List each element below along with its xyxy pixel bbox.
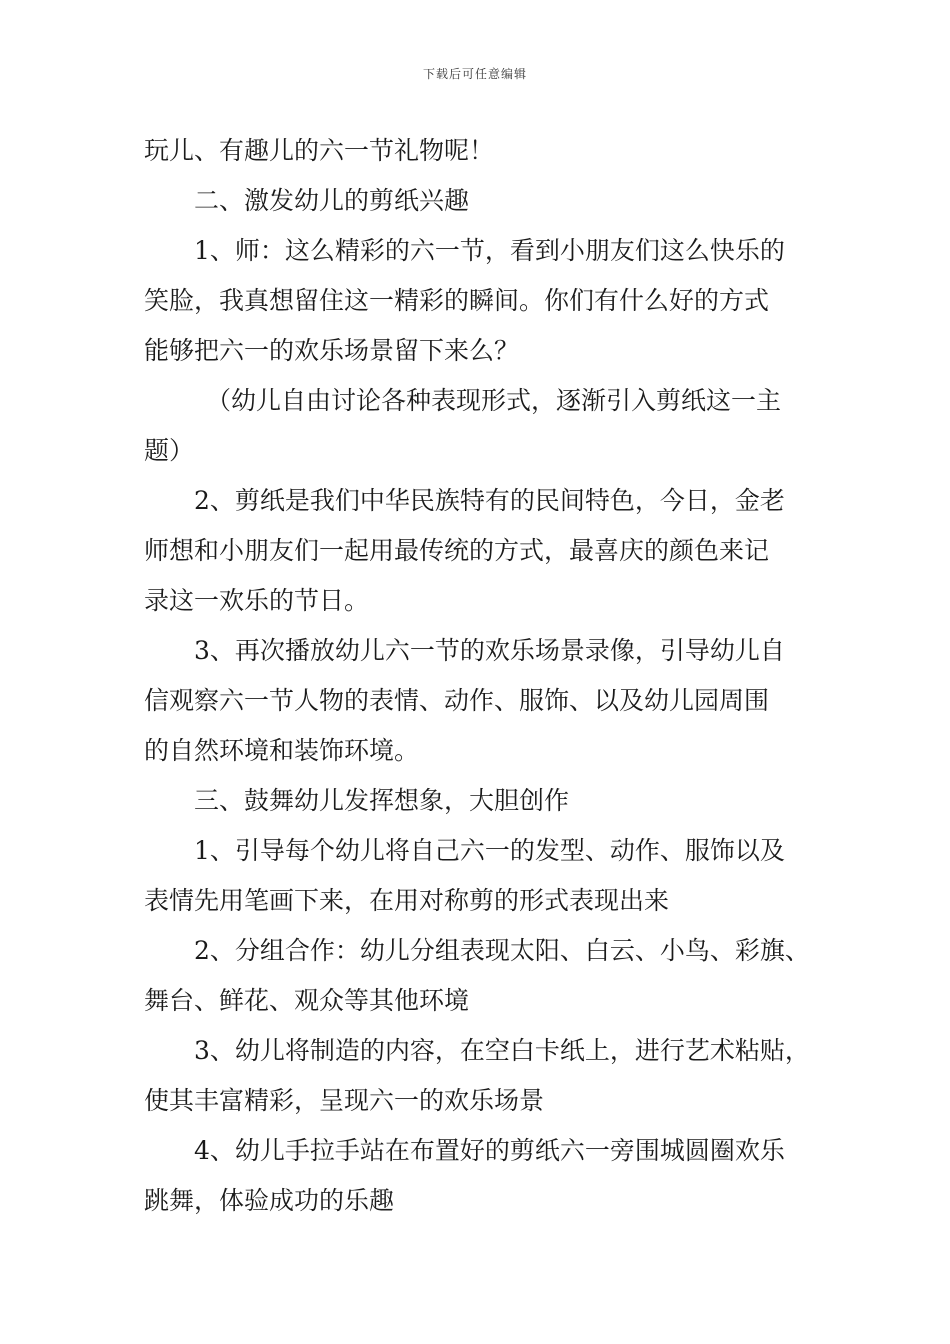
text-line: 1、引导每个幼儿将自己六一的发型、动作、服饰以及 — [194, 836, 785, 865]
text-line: 表情先用笔画下来，在用对称剪的形式表现出来 — [144, 886, 670, 915]
text-line: 3、再次播放幼儿六一节的欢乐场景录像，引导幼儿自 — [194, 636, 785, 665]
text-line: 能够把六一的欢乐场景留下来么？ — [144, 336, 520, 365]
text-line: 2、分组合作：幼儿分组表现太阳、白云、小鸟、彩旗、 — [194, 936, 810, 965]
text-line: （幼儿自由讨论各种表现形式，逐渐引入剪纸这一主 — [206, 386, 782, 415]
text-line: 3、幼儿将制造的内容，在空白卡纸上，进行艺术粘贴， — [194, 1036, 810, 1065]
document-body — [144, 126, 834, 1226]
text-line: 笑脸，我真想留住这一精彩的瞬间。你们有什么好的方式 — [144, 286, 770, 315]
text-line: 4、幼儿手拉手站在布置好的剪纸六一旁围城圆圈欢乐 — [194, 1136, 785, 1165]
page-header: 下载后可任意编辑 — [422, 67, 527, 81]
section-heading: 三、鼓舞幼儿发挥想象，大胆创作 — [194, 786, 570, 815]
text-line: 玩儿、有趣儿的六一节礼物呢！ — [144, 136, 495, 165]
text-line: 的自然环境和装饰环境。 — [144, 736, 420, 765]
text-line: 信观察六一节人物的表情、动作、服饰、以及幼儿园周围 — [144, 686, 770, 715]
text-line: 使其丰富精彩，呈现六一的欢乐场景 — [144, 1086, 545, 1115]
section-heading: 二、激发幼儿的剪纸兴趣 — [194, 186, 470, 215]
text-line: 录这一欢乐的节日。 — [144, 586, 370, 615]
text-line: 师想和小朋友们一起用最传统的方式，最喜庆的颜色来记 — [144, 536, 770, 565]
text-line: 舞台、鲜花、观众等其他环境 — [144, 986, 470, 1015]
text-line: 跳舞，体验成功的乐趣 — [144, 1186, 395, 1215]
text-line: 题） — [144, 436, 195, 465]
text-line: 1、师：这么精彩的六一节，看到小朋友们这么快乐的 — [194, 236, 785, 265]
text-line: 2、剪纸是我们中华民族特有的民间特色，今日，金老 — [194, 486, 785, 515]
